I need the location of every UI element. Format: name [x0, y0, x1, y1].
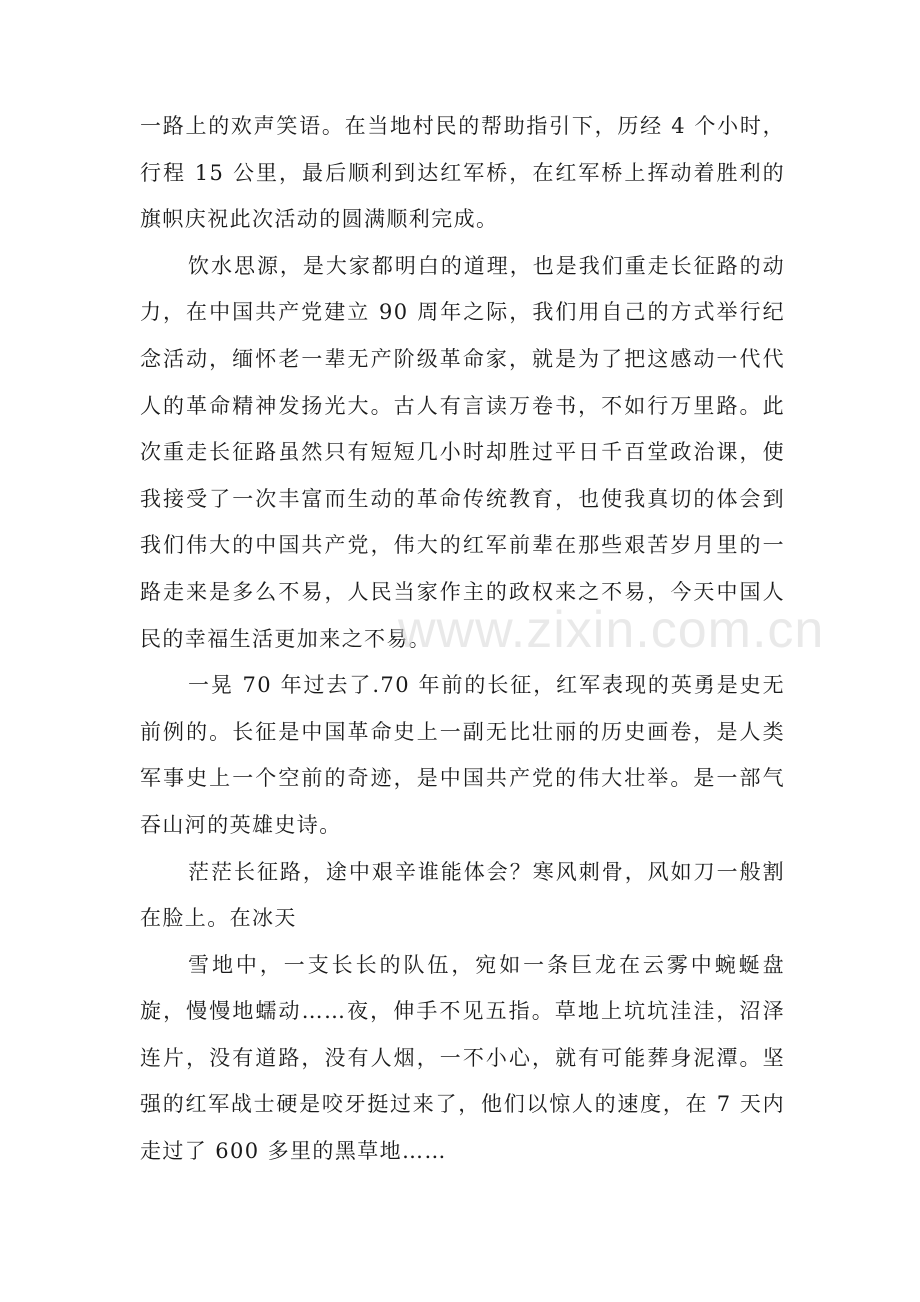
paragraph-3: 一晃 70 年过去了.70 年前的长征，红军表现的英勇是史无前例的。长征是中国革命史上一副无比壮丽的历史画卷，是人类军事史上一个空前的奇迹，是中国共产党的伟大壮举。是一部气吞山河的英雄史诗。: [140, 673, 785, 837]
paragraph-5: 雪地中，一支长长的队伍，宛如一条巨龙在云雾中蜿蜒盘旋，慢慢地蠕动……夜，伸手不见五指。草地上坑坑洼洼，沼泽连片，没有道路，没有人烟，一不小心，就有可能葬身泥潭。坚强的红军战士硬是咬牙挺过来了，他们以惊人的速度，在 7 天内走过了 600 多里的黑草地……: [140, 952, 785, 1164]
paragraph-4: 茫茫长征路，途中艰辛谁能体会？寒风刺骨，风如刀一般割在脸上。在冰天: [140, 859, 785, 931]
document-body: [140, 103, 785, 1175]
paragraph-1: 一路上的欢声笑语。在当地村民的帮助指引下，历经 4 个小时，行程 15 公里，最后顺利到达红军桥，在红军桥上挥动着胜利的旗帜庆祝此次活动的圆满顺利完成。: [140, 114, 785, 232]
site-watermark: www.zixin.com.cn: [398, 601, 825, 659]
paragraph-2: 饮水思源，是大家都明白的道理，也是我们重走长征路的动力，在中国共产党建立 90 周年之际，我们用自己的方式举行纪念活动，缅怀老一辈无产阶级革命家，就是为了把这感动一代代人的革命精神发扬光大。古人有言读万卷书，不如行万里路。此次重走长征路虽然只有短短几小时却胜过平日千百堂政治课，使我接受了一次丰富而生动的革命传统教育，也使我真切的体会到我们伟大的中国共产党，伟大的红军前辈在那些艰苦岁月里的一路走来是多么不易，人民当家作主的政权来之不易，今天中国人民的幸福生活更加来之不易。: [140, 253, 785, 651]
